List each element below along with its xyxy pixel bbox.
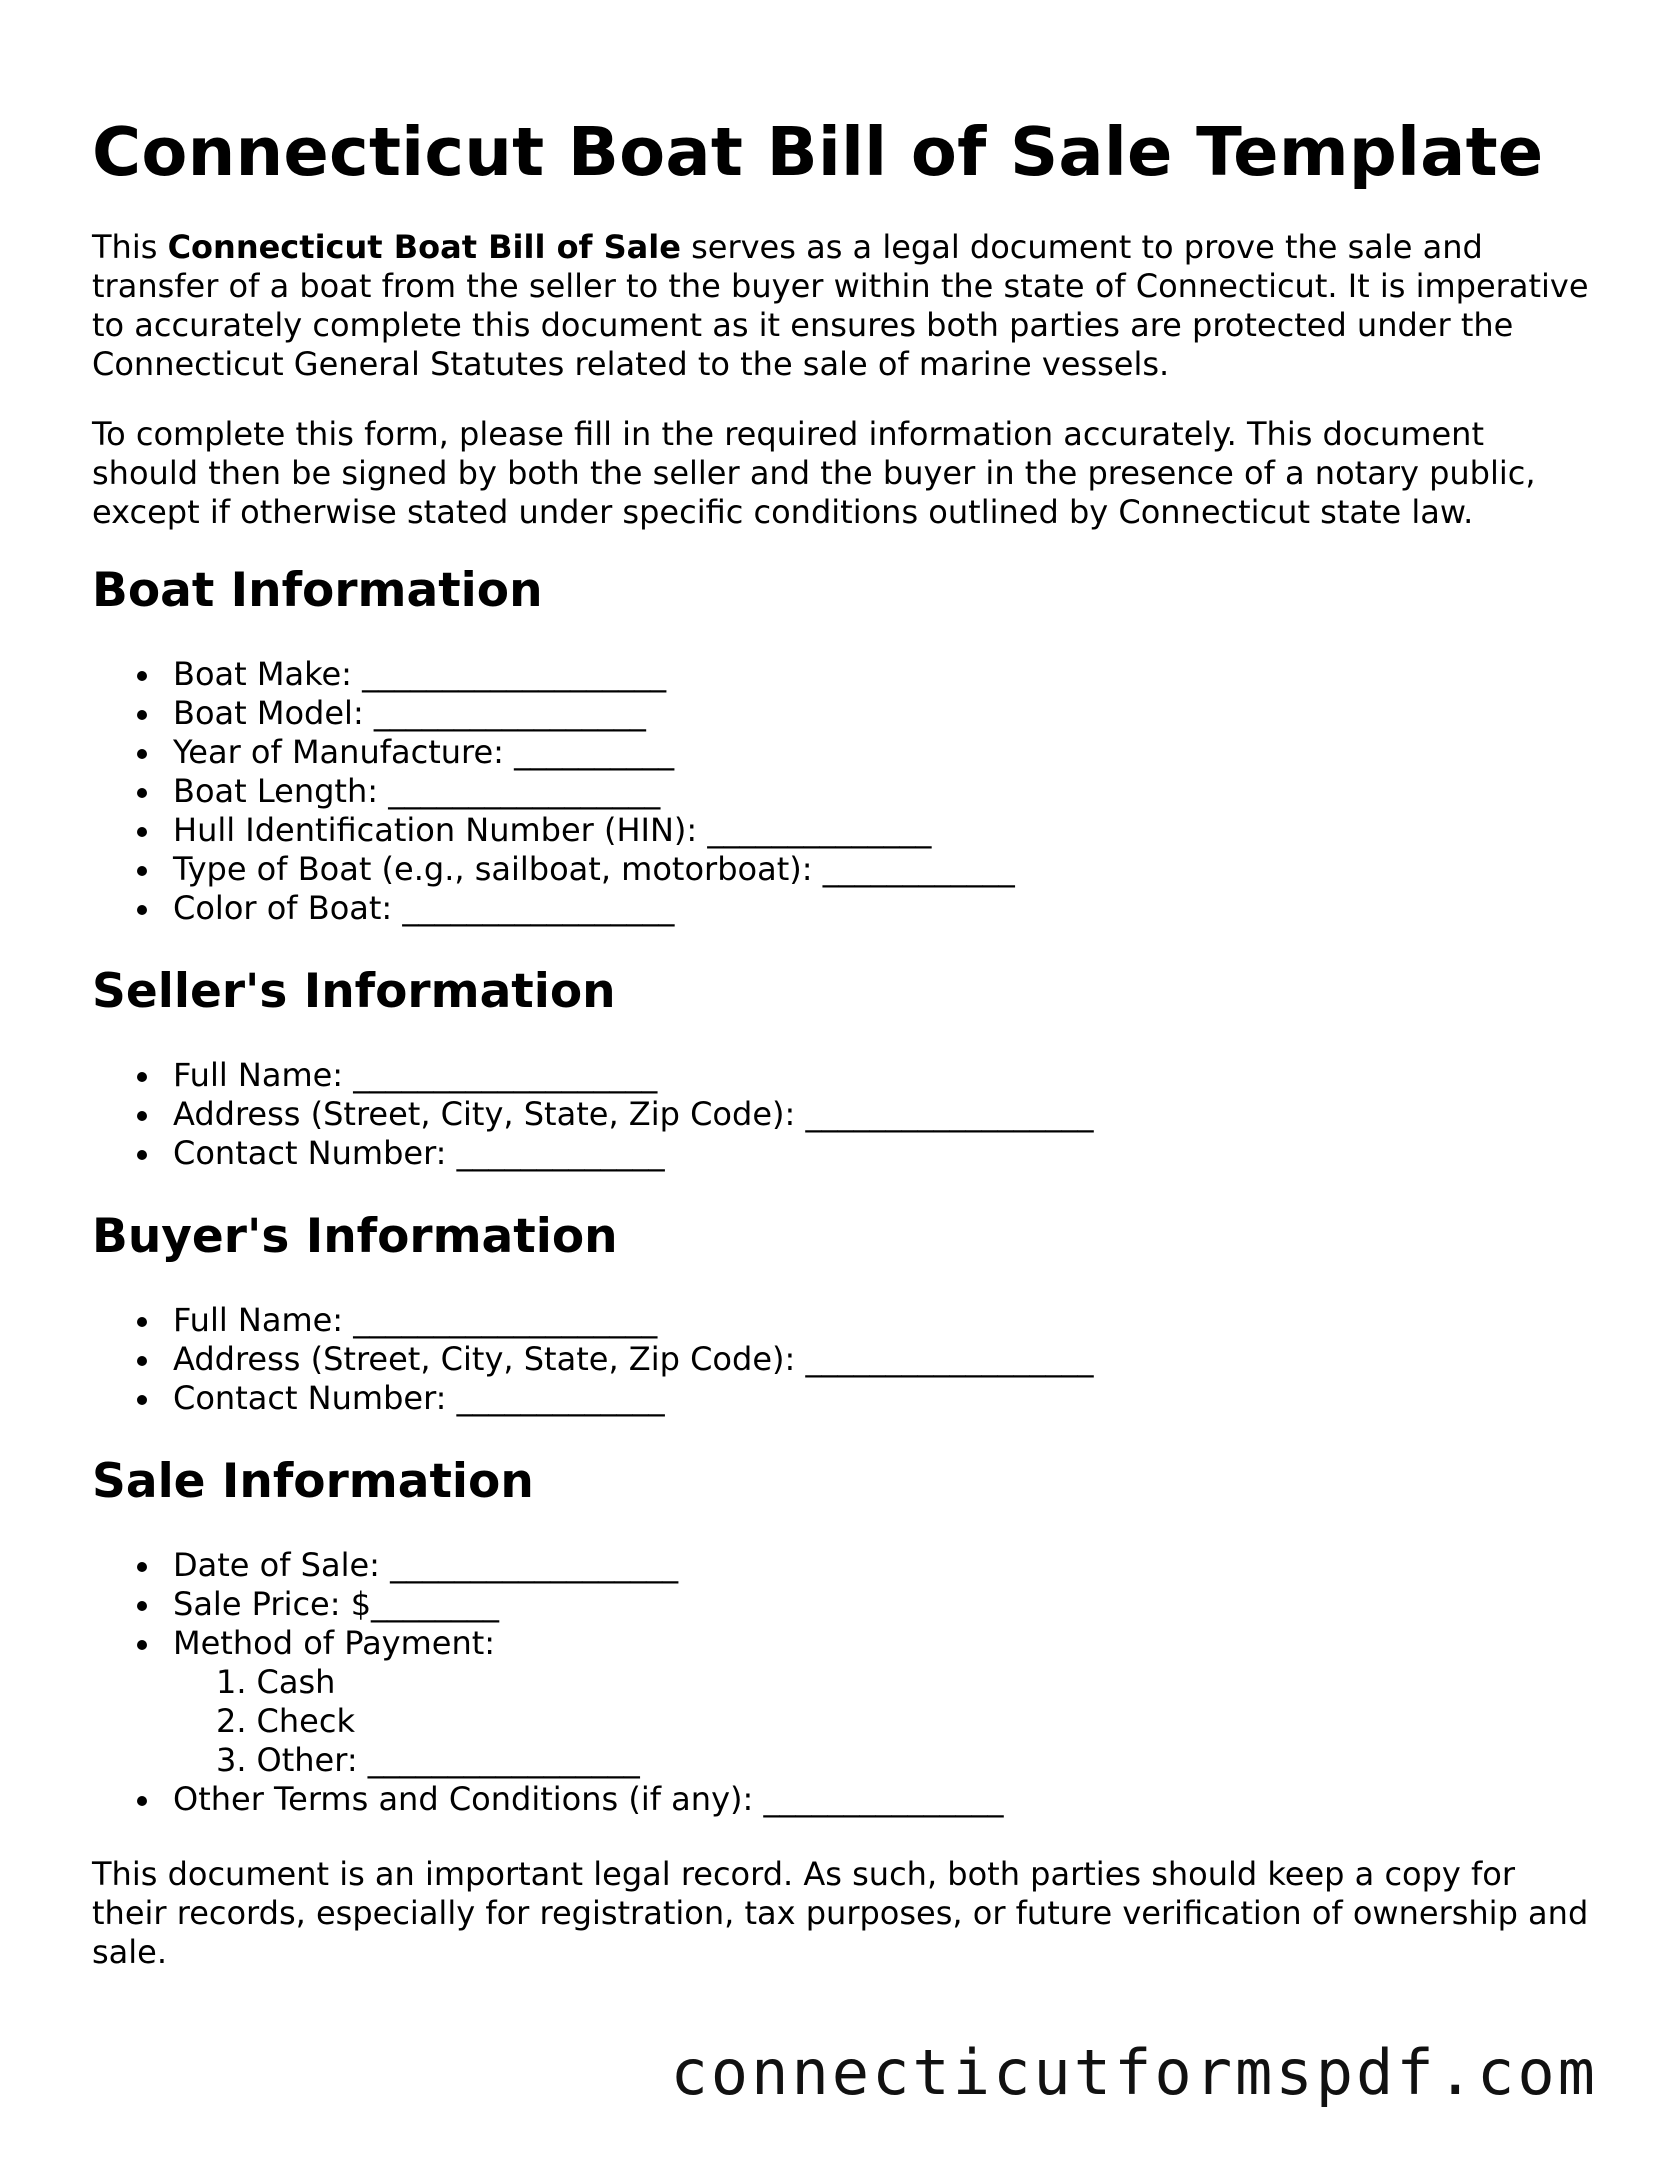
payment-method-label: Method of Payment: — [173, 1624, 496, 1662]
option-text: Other: _________________ — [256, 1741, 640, 1779]
list-item: Full Name: ___________________ — [92, 1301, 1592, 1340]
buyer-info-heading: Buyer's Information — [92, 1209, 618, 1264]
intro-prefix: This — [92, 228, 168, 266]
list-item: Sale Price: $________ — [92, 1585, 1592, 1624]
seller-info-heading: Seller's Information — [92, 964, 616, 1019]
intro-rest: serves as a legal document to prove the sale and transfer of a boat from the seller to the buyer within the state of Connecticut. It is imperative to accurately complete this document as it ensures both parties are protected under the Connecticut General Statutes related to the sale of marine vessels. — [92, 228, 1589, 383]
boat-info-list — [92, 655, 1592, 928]
option-text: Check — [256, 1702, 355, 1740]
payment-option — [173, 1702, 1592, 1741]
document-title: Connecticut Boat Bill of Sale Template — [92, 113, 1544, 191]
list-item: Boat Model: _________________ — [92, 694, 1592, 733]
option-number: 1. — [216, 1663, 247, 1701]
boat-info-heading: Boat Information — [92, 563, 543, 618]
list-item: Color of Boat: _________________ — [92, 889, 1592, 928]
payment-option — [173, 1741, 1592, 1780]
option-number: 3. — [216, 1741, 247, 1779]
list-item: Date of Sale: __________________ — [92, 1546, 1592, 1585]
list-item: Hull Identification Number (HIN): ______________ — [92, 811, 1592, 850]
list-item: Full Name: ___________________ — [92, 1056, 1592, 1095]
list-item: Boat Length: _________________ — [92, 772, 1592, 811]
list-item: Contact Number: _____________ — [92, 1134, 1592, 1173]
option-number: 2. — [216, 1702, 247, 1740]
option-text: Cash — [256, 1663, 336, 1701]
intro-paragraph — [92, 228, 1592, 384]
instructions-paragraph: To complete this form, please fill in the required information accurately. This document should then be signed by both the seller and the buyer in the presence of a notary public, except if otherwise stated under specific conditions outlined by Connecticut state law. — [92, 415, 1536, 531]
list-item: Type of Boat (e.g., sailboat, motorboat): ____________ — [92, 850, 1592, 889]
payment-method-item — [92, 1624, 1592, 1780]
sale-info-heading: Sale Information — [92, 1454, 534, 1509]
payment-option — [173, 1663, 1592, 1702]
list-item: Contact Number: _____________ — [92, 1379, 1592, 1418]
intro-bold-title: Connecticut Boat Bill of Sale — [167, 228, 681, 266]
seller-info-list — [92, 1056, 1592, 1173]
closing-paragraph: This document is an important legal record. As such, both parties should keep a copy for their records, especially for registration, tax purposes, or future verification of ownership and sale. — [92, 1855, 1589, 1971]
list-item: Year of Manufacture: __________ — [92, 733, 1592, 772]
payment-method-list — [173, 1663, 1592, 1780]
list-item: Address (Street, City, State, Zip Code): __________________ — [92, 1340, 1592, 1379]
document-page — [92, 112, 1592, 2003]
list-item: Address (Street, City, State, Zip Code): __________________ — [92, 1095, 1592, 1134]
list-item: Other Terms and Conditions (if any): _______________ — [92, 1780, 1592, 1819]
list-item: Boat Make: ___________________ — [92, 655, 1592, 694]
sale-info-list — [92, 1546, 1592, 1819]
site-watermark: connecticutformspdf.com — [670, 2036, 1598, 2109]
buyer-info-list — [92, 1301, 1592, 1418]
